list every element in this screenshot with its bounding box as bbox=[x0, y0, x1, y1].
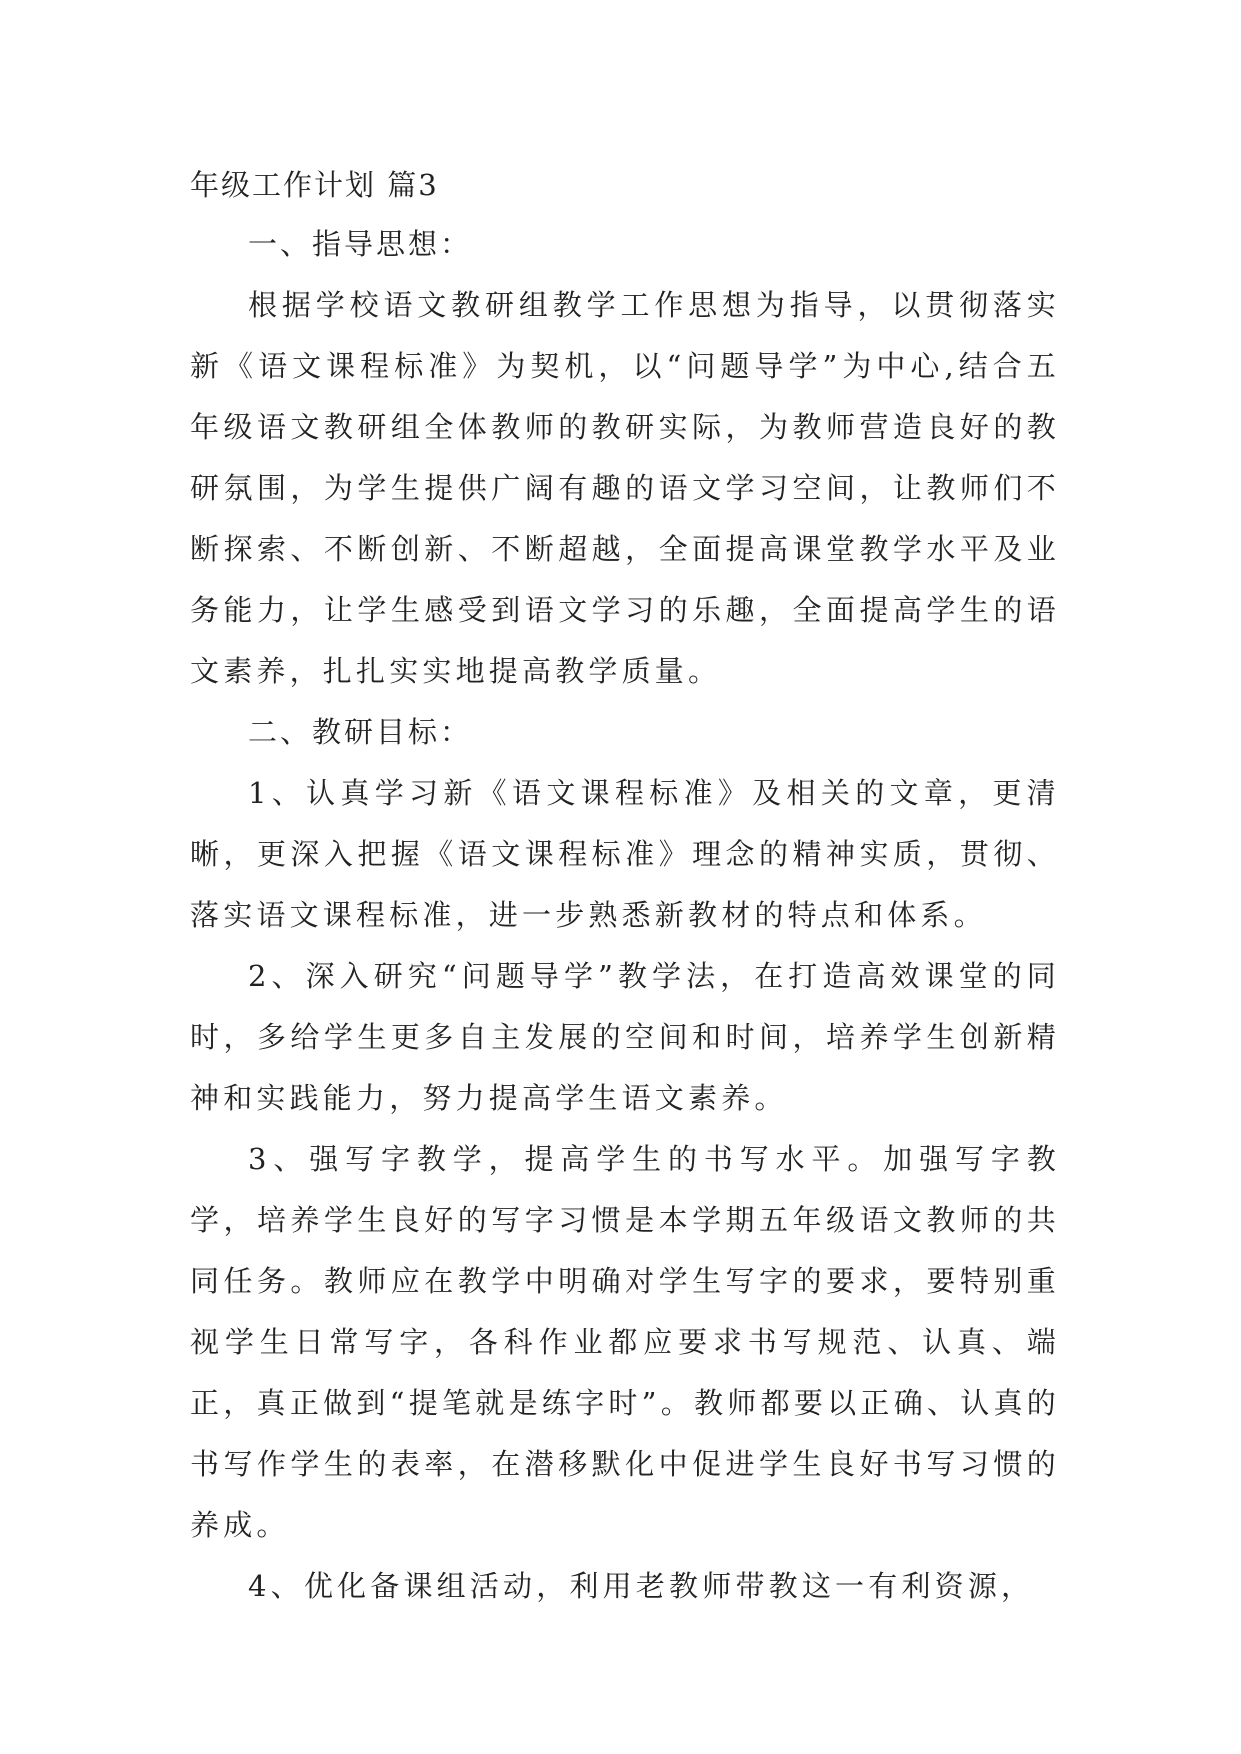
section-heading-research-goals: 二、教研目标： bbox=[248, 715, 473, 749]
document-title: 年级工作计划 篇3 bbox=[190, 168, 439, 202]
goal-item-3: 3、强写字教学，提高学生的书写水平。加强写字教学，培养学生良好的写字习惯是本学期五年级语文教师的共同任务。教师应在教学中明确对学生写字的要求，要特别重视学生日常写字，各科作业都应要求书写规范、认真、端正，真正做到“提笔就是练字时”。教师都要以正确、认真的书写作学生的表率，在潜移默化中促进学生良好书写习惯的养成。 bbox=[190, 1142, 1060, 1542]
document-body bbox=[190, 156, 1060, 1617]
goal-item-4: 4、优化备课组活动，利用老教师带教这一有利资源， bbox=[248, 1569, 1035, 1603]
goal-item-1: 1、认真学习新《语文课程标准》及相关的文章，更清晰，更深入把握《语文课程标准》理念的精神实质，贯彻、落实语文课程标准，进一步熟悉新教材的特点和体系。 bbox=[190, 776, 1060, 932]
goal-item-2: 2、深入研究“问题导学”教学法，在打造高效课堂的同时，多给学生更多自主发展的空间和时间，培养学生创新精神和实践能力，努力提高学生语文素养。 bbox=[190, 959, 1060, 1115]
paragraph-guiding-ideology: 根据学校语文教研组教学工作思想为指导，以贯彻落实新《语文课程标准》为契机，以“问题导学”为中心,结合五年级语文教研组全体教师的教研实际，为教师营造良好的教研氛围，为学生提供广阔有趣的语文学习空间，让教师们不断探索、不断创新、不断超越，全面提高课堂教学水平及业务能力，让学生感受到语文学习的乐趣，全面提高学生的语文素养，扎扎实实地提高教学质量。 bbox=[190, 288, 1060, 688]
section-heading-guiding-ideology: 一、指导思想： bbox=[248, 227, 473, 261]
